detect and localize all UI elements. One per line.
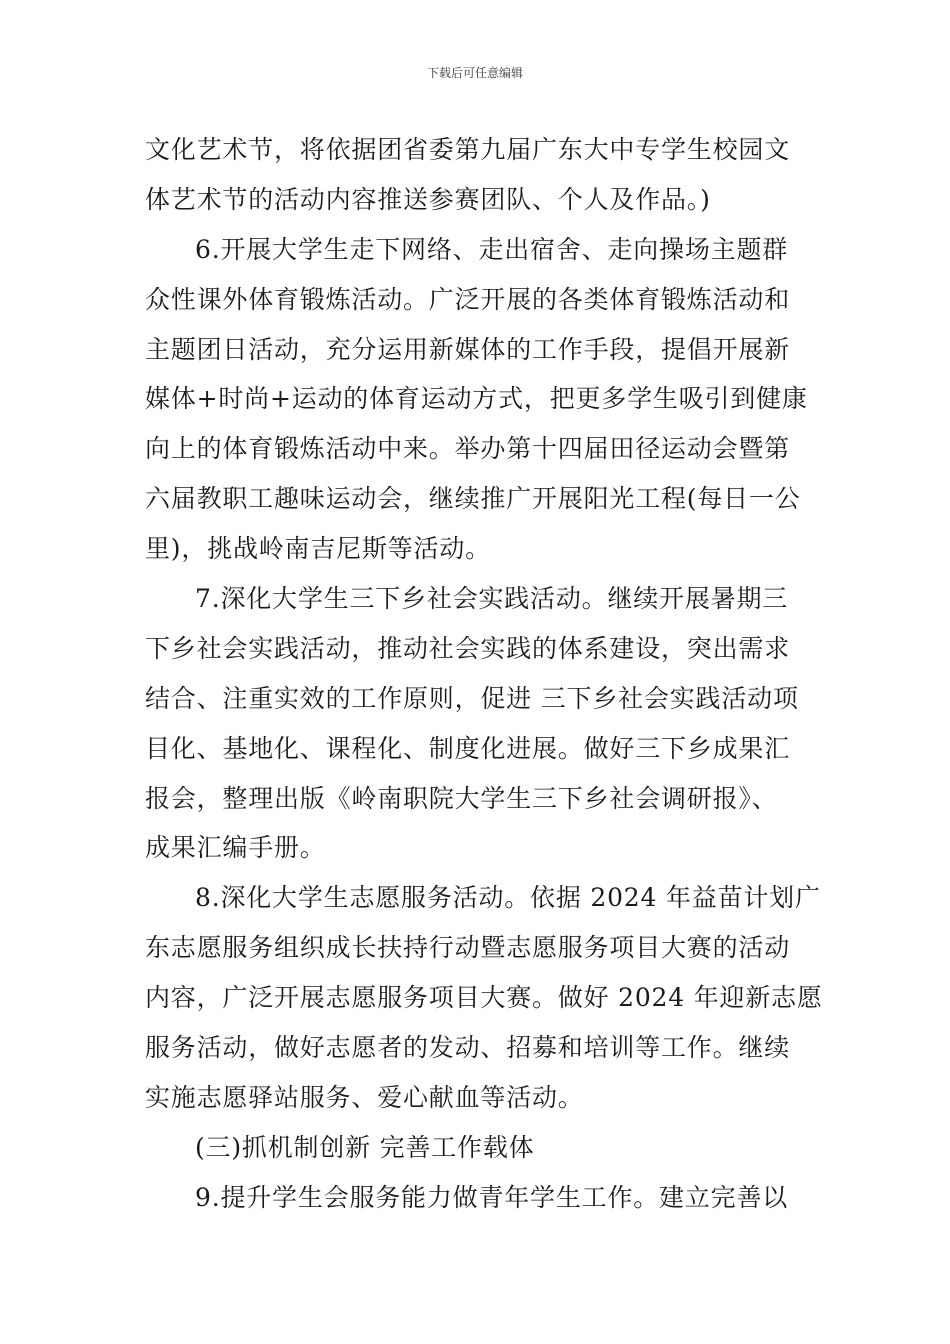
text-line: 众性课外体育锻炼活动。广泛开展的各类体育锻炼活动和 (145, 285, 791, 314)
text-line: 里)，挑战岭南吉尼斯等活动。 (145, 534, 491, 563)
text-line: 报会，整理出版《岭南职院大学生三下乡社会调研报》、 (145, 784, 778, 813)
text-line: 内容，广泛开展志愿服务项目大赛。做好 2024 年迎新志愿 (145, 983, 823, 1012)
text-line: 服务活动，做好志愿者的发动、招募和培训等工作。继续 (145, 1033, 791, 1062)
text-line: 东志愿服务组织成长扶持行动暨志愿服务项目大赛的活动 (145, 933, 791, 962)
text-line: 媒体+时尚+运动的体育运动方式，把更多学生吸引到健康 (145, 384, 808, 413)
section-heading: (三)抓机制创新 完善工作载体 (195, 1133, 535, 1162)
text-line: 9.提升学生会服务能力做青年学生工作。建立完善以 (195, 1183, 789, 1212)
text-line: 结合、注重实效的工作原则，促进 三下乡社会实践活动项 (145, 684, 799, 713)
text-line: 向上的体育锻炼活动中来。举办第十四届田径运动会暨第 (145, 434, 791, 463)
page-header: 下载后可任意编辑 (426, 66, 523, 80)
text-line: 成果汇编手册。 (145, 833, 326, 862)
text-line: 目化、基地化、课程化、制度化进展。做好三下乡成果汇 (145, 734, 791, 763)
text-line: 实施志愿驿站服务、爱心献血等活动。 (145, 1083, 584, 1112)
text-line: 主题团日活动，充分运用新媒体的工作手段，提倡开展新 (145, 335, 791, 364)
text-line: 下乡社会实践活动，推动社会实践的体系建设，突出需求 (145, 634, 791, 663)
text-line: 8.深化大学生志愿服务活动。依据 2024 年益苗计划广 (195, 883, 821, 912)
text-line: 7.深化大学生三下乡社会实践活动。继续开展暑期三 (195, 584, 789, 613)
text-line: 六届教职工趣味运动会，继续推广开展阳光工程(每日一公 (145, 484, 801, 513)
text-line: 文化艺术节，将依据团省委第九届广东大中专学生校园文 (145, 135, 791, 164)
text-line: 6.开展大学生走下网络、走出宿舍、走向操场主题群 (195, 235, 789, 264)
text-line: 体艺术节的活动内容推送参赛团队、个人及作品。) (145, 185, 711, 214)
